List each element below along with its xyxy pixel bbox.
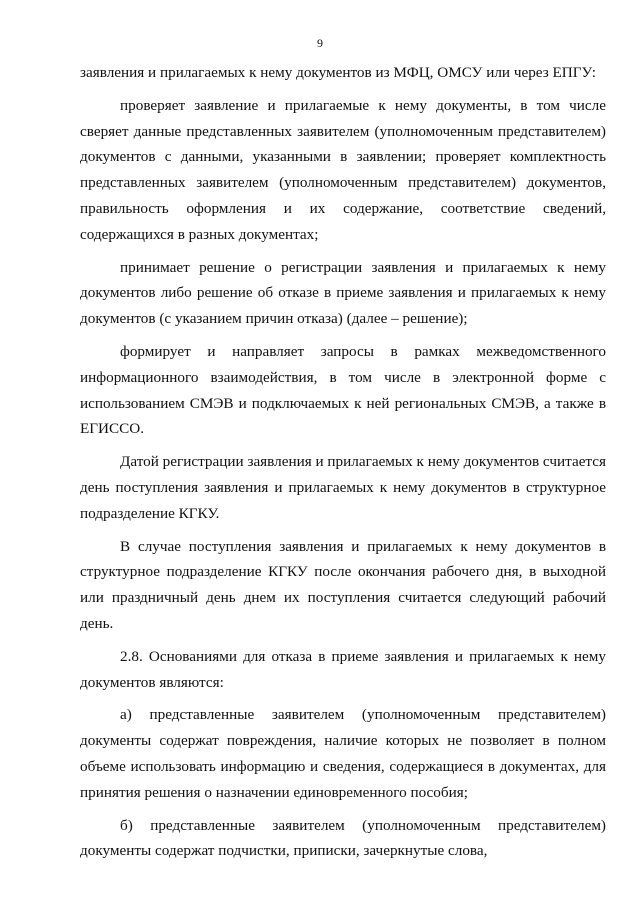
paragraph-checks-documents: проверяет заявление и прилагаемые к нему документы, в том числе сверяет данные представленных заявителем (уполномоченным представителем) документов с данными, указанными в заявлении; проверяет комплектность представленных заявителем (уполномоченным представителем) документов, правильность оформления и их содержание, соответствие сведений, содержащихся в разных документах;: [80, 96, 606, 243]
document-body: [80, 60, 606, 864]
paragraph-section-2-8: 2.8. Основаниями для отказа в приеме заявления и прилагаемых к нему документов являются:: [80, 647, 606, 691]
paragraph-after-hours-receipt: В случае поступления заявления и прилагаемых к нему документов в структурное подразделение КГКУ после окончания рабочего дня, в выходной или праздничный день днем их поступления считается следующий рабочий день.: [80, 537, 606, 632]
paragraph-interagency-requests: формирует и направляет запросы в рамках межведомственного информационного взаимодействия, в том числе в электронной форме с использованием СМЭВ и подключаемых к ней региональных СМЭВ, а также в ЕГИССО.: [80, 342, 606, 438]
paragraph-continuation: заявления и прилагаемых к нему документов из МФЦ, ОМСУ или через ЕПГУ:: [80, 64, 596, 81]
page-number: 9: [317, 36, 323, 50]
paragraph-registration-date: Датой регистрации заявления и прилагаемых к нему документов считается день поступления заявления и прилагаемых к нему документов в структурное подразделение КГКУ.: [80, 453, 606, 522]
paragraph-registration-decision: принимает решение о регистрации заявления и прилагаемых к нему документов либо решение об отказе в приеме заявления и прилагаемых к нему документов (с указанием причин отказа) (далее – решение);: [80, 258, 606, 328]
paragraph-reason-b: б) представленные заявителем (уполномоченным представителем) документы содержат подчистки, приписки, зачеркнутые слова,: [80, 816, 606, 860]
paragraph-reason-a: а) представленные заявителем (уполномоченным представителем) документы содержат повреждения, наличие которых не позволяет в полном объеме использовать информацию и сведения, содержащиеся в документах, для принятия решения о назначении единовременного пособия;: [80, 706, 606, 801]
